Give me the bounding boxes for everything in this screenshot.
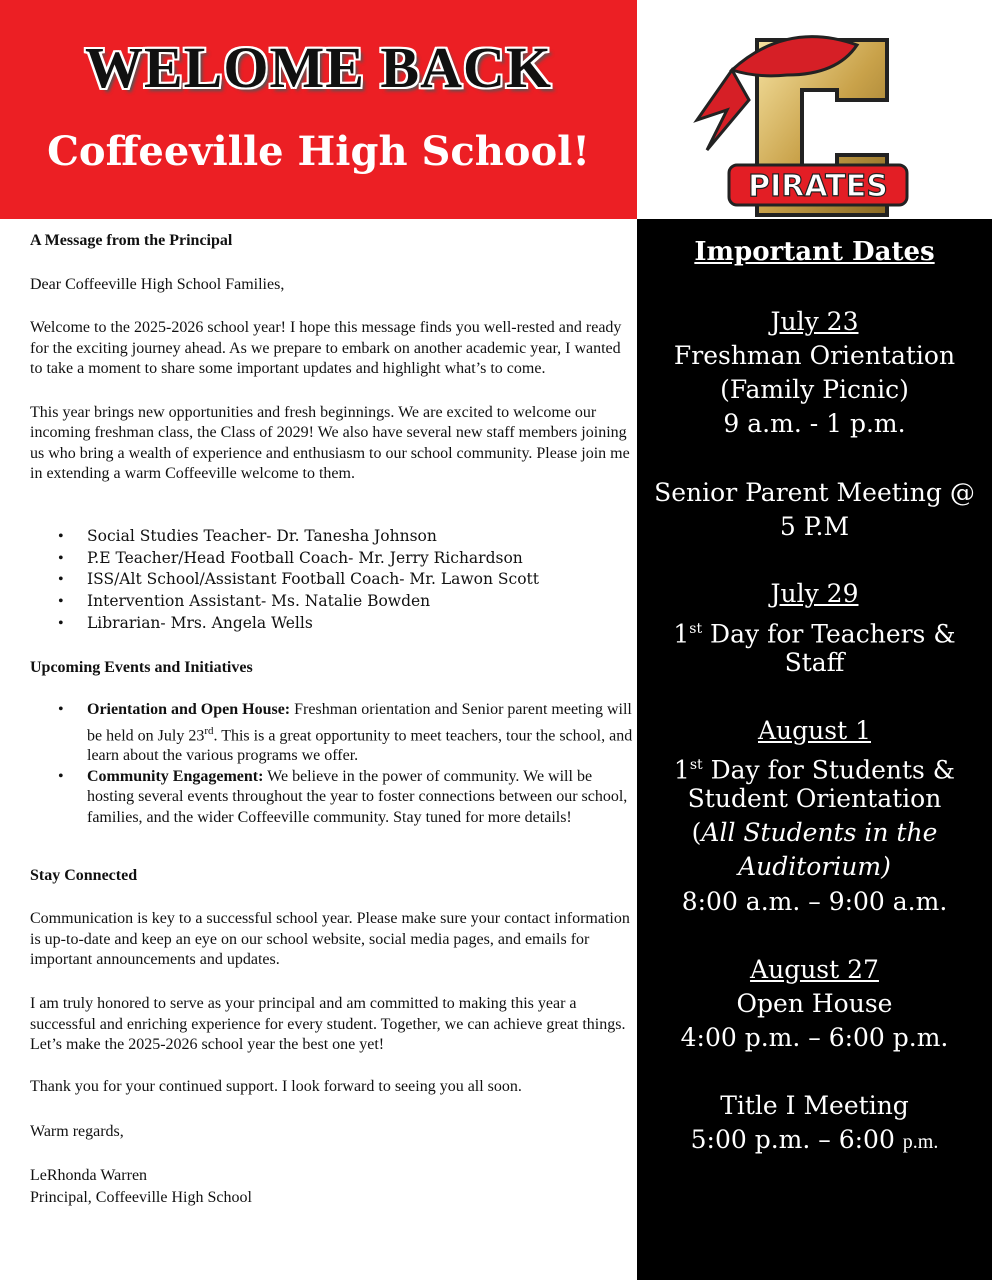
event-text: 1st Day for Students & xyxy=(673,755,956,785)
event-time: 4:00 p.m. – 6:00 p.m. xyxy=(680,1023,949,1052)
list-item: • ISS/Alt School/Assistant Football Coach- Mr. Lawon Scott xyxy=(58,570,539,589)
letter-paragraph: Welcome to the 2025-2026 school year! I hope this message finds you well-rested and ready for the exciting journey ahead. As we prepare to embark on another academic year, I wanted to take a moment to share some important updates and highlight what’s to come. xyxy=(30,319,622,377)
event-text: Auditorium) xyxy=(738,852,891,881)
school-logo xyxy=(637,0,992,219)
events-heading: Upcoming Events and Initiatives xyxy=(30,659,253,676)
header-banner xyxy=(0,0,637,219)
event-text: Title I Meeting xyxy=(720,1091,909,1120)
pirates-logo-icon xyxy=(637,0,992,219)
date-august-27: August 27 xyxy=(750,955,879,984)
event-text: Freshman Orientation xyxy=(673,341,956,370)
school-name: Coffeeville High School! xyxy=(47,128,590,175)
event-text: Student Orientation xyxy=(687,784,942,813)
connected-heading: Stay Connected xyxy=(30,867,138,884)
letter-paragraph: Thank you for your continued support. I look forward to seeing you all soon. xyxy=(30,1078,522,1095)
new-staff-list xyxy=(30,526,630,634)
event-text: (Family Picnic) xyxy=(720,375,909,404)
letter-greeting: Dear Coffeeville High School Families, xyxy=(30,275,285,293)
list-item: • Community Engagement: We believe in the power of community. We will be hosting several events throughout the year to foster connections between our school, families, and the wider Coffeeville community. Stay tuned for more details! xyxy=(58,767,628,826)
event-text: (All Students in the xyxy=(691,818,938,847)
signature-name: LeRhonda Warren xyxy=(30,1167,148,1184)
important-dates-title: Important Dates xyxy=(694,237,935,267)
letter-closing: Warm regards, xyxy=(30,1123,124,1140)
page-title: WELOME BACK xyxy=(85,35,552,100)
letter-paragraph: This year brings new opportunities and fresh beginnings. We are excited to welcome our incoming freshman class, the Class of 2029! We also have several new staff members joining us who bring a wealth of experience and enthusiasm to our school community. Please join me in extending a warm Coffeeville welcome to them. xyxy=(30,403,630,482)
signature-title: Principal, Coffeeville High School xyxy=(30,1189,252,1206)
letter-paragraph: I am truly honored to serve as your principal and am committed to making this year a successful and enriching experience for every student. Together, we can achieve great things. Let’s make the 2025-2026 school year the best one yet! xyxy=(30,995,626,1053)
event-time: 5 P.M xyxy=(779,512,850,541)
event-time: 8:00 a.m. – 9:00 a.m. xyxy=(681,887,948,916)
list-item: • Social Studies Teacher- Dr. Tanesha Johnson xyxy=(58,527,437,545)
event-text: Open House xyxy=(736,989,893,1018)
list-item: • Orientation and Open House: Freshman orientation and Senior parent meeting will be held on July 23rd. This is a great opportunity to meet teachers, tour the school, and learn about the various programs we offer. xyxy=(58,701,633,765)
date-july-29: July 29 xyxy=(770,579,859,608)
list-item: • Intervention Assistant- Ms. Natalie Bowden xyxy=(58,592,431,611)
list-item: • P.E Teacher/Head Football Coach- Mr. Jerry Richardson xyxy=(58,548,523,567)
event-text: Senior Parent Meeting @ xyxy=(654,478,975,507)
letter-heading: A Message from the Principal xyxy=(30,232,233,249)
letter-paragraph: Communication is key to a successful school year. Please make sure your contact information is up-to-date and keep an eye on our school website, social media pages, and emails for important announcements and updates. xyxy=(30,910,630,968)
logo-text: PIRATES xyxy=(748,169,888,204)
date-july-23: July 23 xyxy=(770,307,859,336)
principal-letter xyxy=(30,228,636,485)
date-august-1: August 1 xyxy=(758,716,871,745)
events-list xyxy=(30,700,636,828)
event-time: 5:00 p.m. – 6:00 p.m. xyxy=(690,1125,939,1154)
important-dates-panel xyxy=(637,219,992,1280)
event-text: Staff xyxy=(784,648,845,677)
event-text: 1st Day for Teachers & xyxy=(673,619,956,649)
list-item: • Librarian- Mrs. Angela Wells xyxy=(58,613,313,632)
event-time: 9 a.m. - 1 p.m. xyxy=(723,409,906,438)
